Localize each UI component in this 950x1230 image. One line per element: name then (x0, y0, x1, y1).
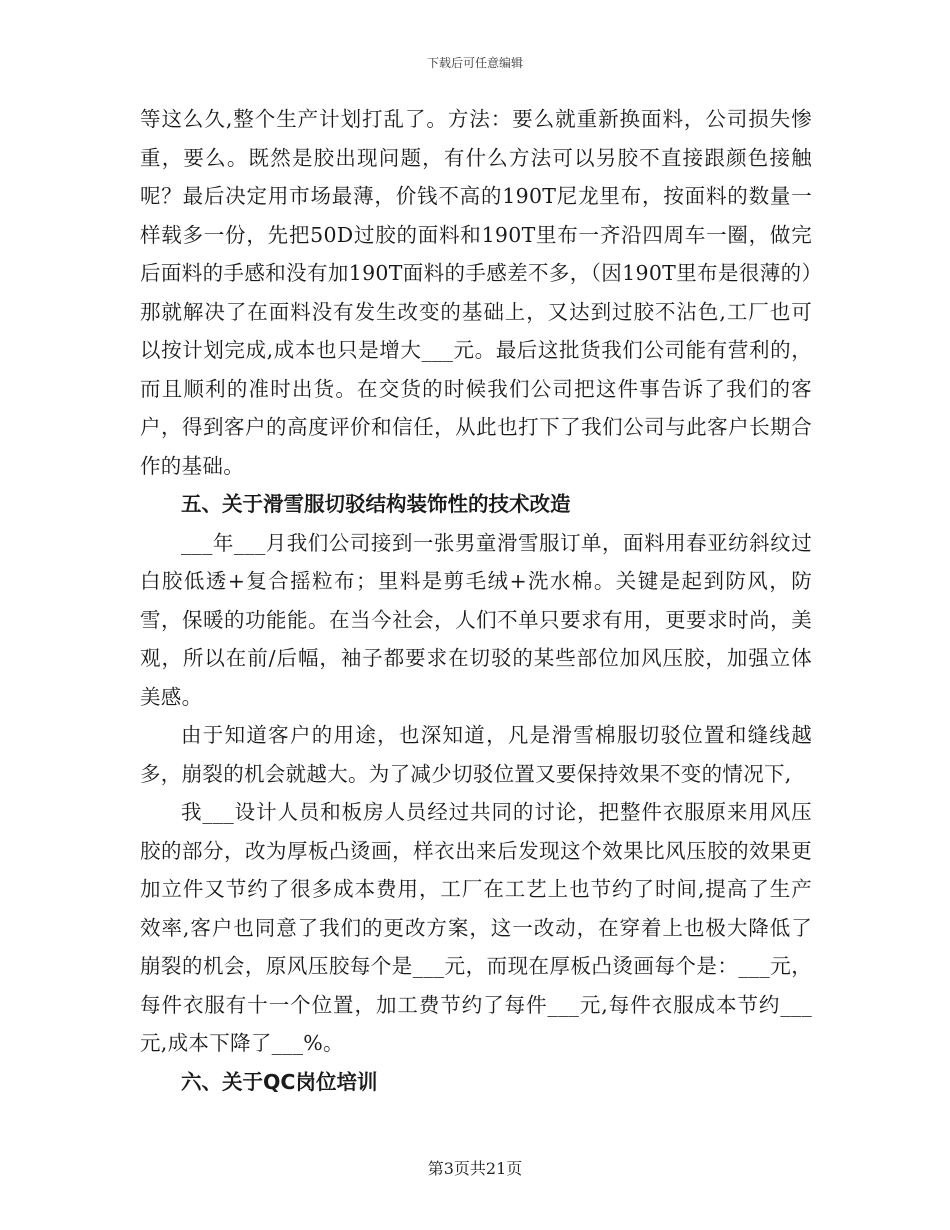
paragraph-customer-use: 由于知道客户的用途，也深知道，凡是滑雪棉服切驳位置和缝线越多，崩裂的机会就越大。为了减少切驳位置又要保持效果不变的情况下, (140, 723, 812, 786)
section-heading-5: 五、关于滑雪服切驳结构装饰性的技术改造 (181, 492, 571, 516)
document-body (140, 100, 812, 1101)
page-number: 第3页共21页 (427, 1159, 523, 1178)
paragraph-ski-suit-order: ___年___月我们公司接到一张男童滑雪服订单，面料用春亚纺斜纹过白胶低透+复合摇粒布；里料是剪毛绒+洗水棉。关键是起到防风，防雪，保暖的功能能。在当今社会，人们不单只要求有用，更要求时尚，美观，所以在前/后幅，袖子都要求在切驳的某些部位加风压胶，加强立体美感。 (140, 530, 812, 709)
section-heading-6: 六、关于QC岗位培训 (181, 1069, 378, 1094)
page-header-note: 下载后可任意编辑 (426, 56, 523, 70)
paragraph-continued: 等这么久,整个生产计划打乱了。方法：要么就重新换面料，公司损失惨重，要么。既然是胶出现问题，有什么方法可以另胶不直接跟颜色接触呢？最后决定用市场最薄，价钱不高的190T尼龙里布，按面料的数量一样载多一份，先把50D过胶的面料和190T里布一齐沿四周车一圈，做完后面料的手感和没有加190T面料的手感差不多，（因190T里布是很薄的）那就解决了在面料没有发生改变的基础上，又达到过胶不沾色,工厂也可以按计划完成,成本也只是增大___元。最后这批货我们公司能有营利的，而且顺利的准时出货。在交货的时候我们公司把这件事告诉了我们的客户，得到客户的高度评价和信任，从此也打下了我们公司与此客户长期合作的基础。 (140, 107, 812, 478)
paragraph-design-change: 我___设计人员和板房人员经过共同的讨论，把整件衣服原来用风压胶的部分，改为厚板凸烫画，样衣出来后发现这个效果比风压胶的效果更加立件又节约了很多成本费用，工厂在工艺上也节约了时间,提高了生产效率,客户也同意了我们的更改方案，这一改动，在穿着上也极大降低了崩裂的机会，原风压胶每个是___元，而现在厚板凸烫画每个是：___元，每件衣服有十一个位置，加工费节约了每件___元,每件衣服成本节约___元,成本下降了___%。 (140, 800, 812, 1055)
